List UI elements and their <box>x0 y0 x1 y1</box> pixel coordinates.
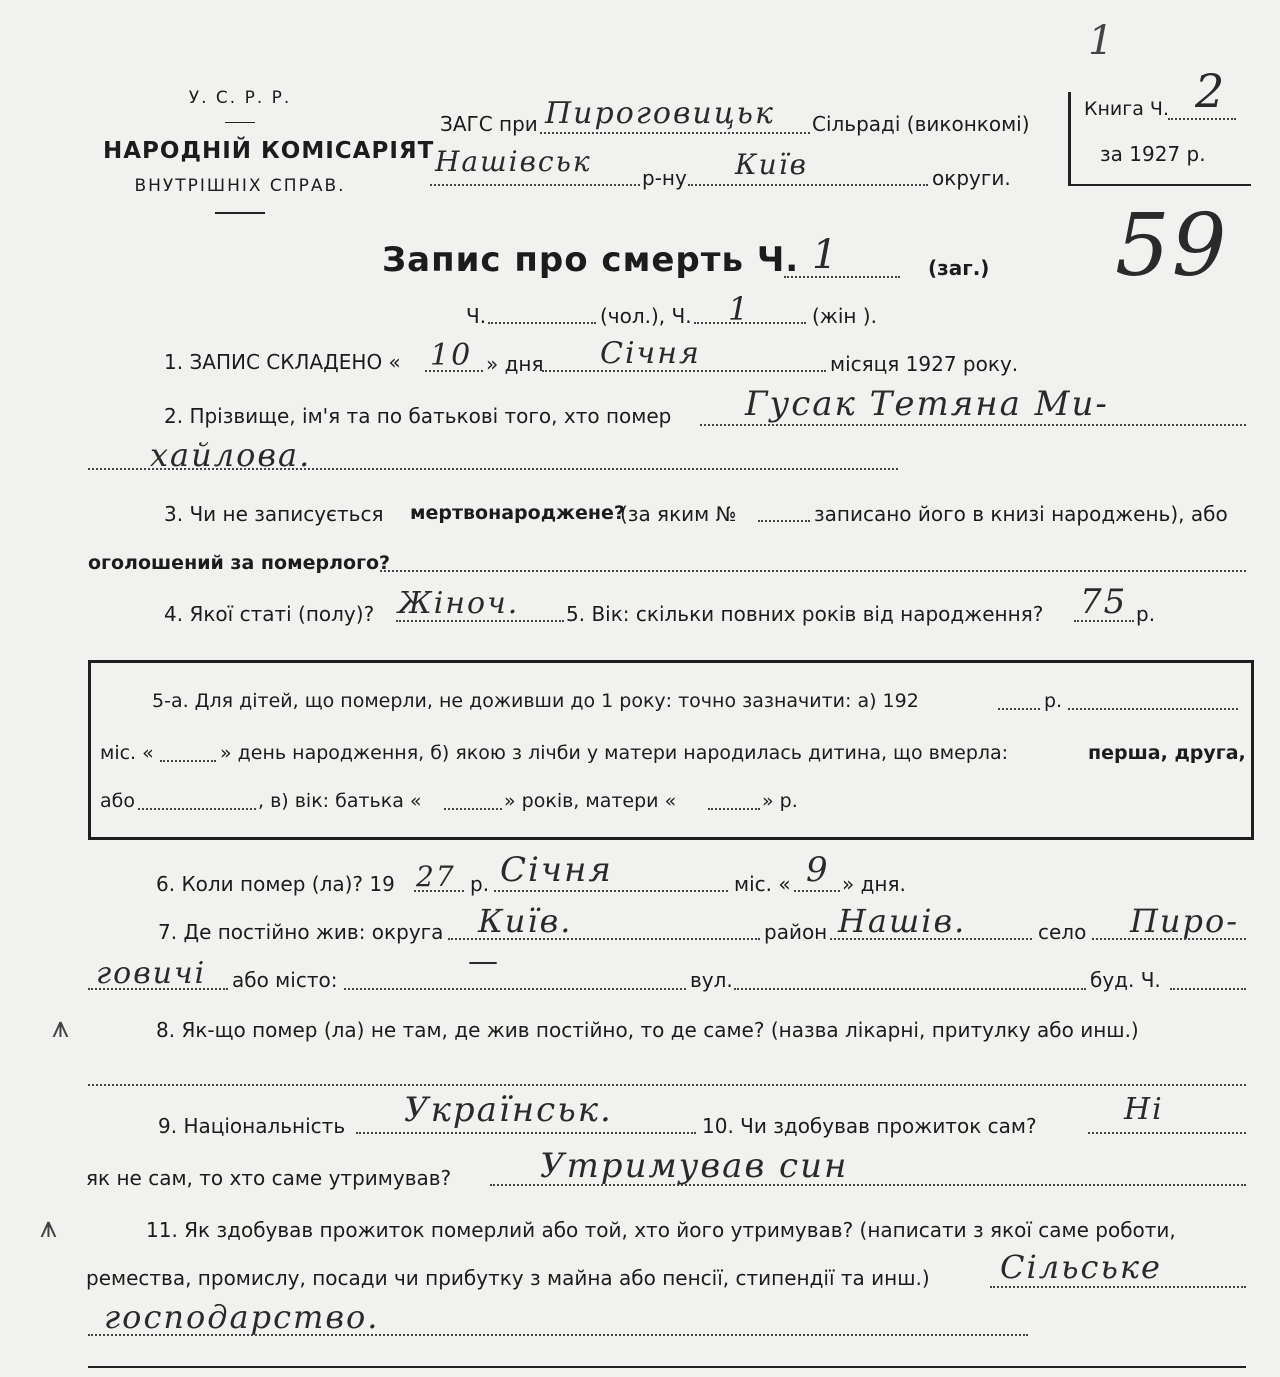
f2-line <box>700 424 1246 426</box>
f7-okruga-value: Київ. <box>478 902 573 940</box>
f7-selo-value-2: говичі <box>96 956 207 991</box>
f10-value-b: Утримував син <box>540 1146 849 1186</box>
f7-selo-line-2 <box>88 988 228 990</box>
f6-mis: міс. « <box>734 872 791 896</box>
corner-mark: 1 <box>1088 18 1116 64</box>
f1-month-line <box>542 370 826 372</box>
f3-label-a: 3. Чи не записується <box>164 502 384 526</box>
f10-label-b: як не сам, то хто саме утримував? <box>86 1166 452 1190</box>
chol-label: (чол.), Ч. <box>600 304 692 328</box>
f5a-line1: 5-а. Для дітей, що померли, не доживши до 1 року: точно зазначити: а) 192 <box>152 690 919 712</box>
f7-vul: вул. <box>690 968 733 992</box>
f4-line <box>396 620 564 622</box>
f8-label: 8. Як-що помер (ла) не там, де жив постійно, то де саме? (назва лікарні, притулку або инш.) <box>156 1018 1139 1042</box>
f1-mid: » дня <box>486 352 544 376</box>
f7-selo-line <box>1092 938 1246 940</box>
margin-mark-icon-2: ⩚ <box>40 1210 57 1245</box>
f5a-line2-b: » день народження, б) якою з лічби у матери народилась дитина, що вмерла: <box>220 742 1009 764</box>
f5a-line1-tail <box>1068 708 1238 710</box>
f5-age-line <box>1074 620 1134 622</box>
f9-line <box>356 1132 696 1134</box>
header-divider-2 <box>215 212 265 214</box>
zags-okruga-value: Київ <box>735 148 808 181</box>
zags-prefix: ЗАГС при <box>440 112 538 136</box>
f6-day-value: 9 <box>806 850 830 890</box>
f5-r: р. <box>1136 602 1156 626</box>
zags-district-line <box>430 184 640 186</box>
f7-bud-line <box>1170 988 1246 990</box>
zhin-line <box>694 322 806 324</box>
f5a-year-line <box>998 708 1040 710</box>
book-number: 2 <box>1195 64 1227 118</box>
record-title: Запис про смерть Ч. <box>382 240 800 280</box>
f8-line <box>88 1084 1246 1086</box>
f4-label: 4. Якої статі (полу)? <box>164 602 375 626</box>
f2-value-2: хайлова. <box>150 436 312 474</box>
f4-value: Жінoч. <box>398 586 520 621</box>
f3-line-2 <box>380 570 1246 572</box>
f6-month-value: Січня <box>500 850 613 890</box>
zhin-label: (жін ). <box>812 304 877 328</box>
zags-okruga-label: округи. <box>932 166 1011 190</box>
f11-line-2 <box>88 1334 1028 1336</box>
ussr-label: У. С. Р. Р. <box>188 88 292 108</box>
f1-day-value: 10 <box>430 338 473 373</box>
record-number-line <box>784 276 900 278</box>
department-label: ВНУТРІШНІХ СПРАВ. <box>134 176 346 196</box>
f5a-mother-line <box>708 808 760 810</box>
f5a-line2-bold: перша, друга, <box>1088 742 1246 764</box>
f7-vul-line <box>734 988 1086 990</box>
f7-bud: буд. Ч. <box>1090 968 1161 992</box>
zhin-value: 1 <box>728 290 751 328</box>
f5a-line1-end: р. <box>1044 690 1063 712</box>
record-zag: (заг.) <box>928 256 990 280</box>
f5a-month-line <box>160 760 216 762</box>
f5a-line2-a: міс. « <box>100 742 154 764</box>
f5a-father-line <box>444 808 502 810</box>
f6-day-line <box>794 890 840 892</box>
commissariat-title: НАРОДНІЙ КОМІСАРІЯТ <box>103 138 435 164</box>
f7-rayon-line <box>830 938 1032 940</box>
f2-line-2 <box>88 468 898 470</box>
f1-month-value: Січня <box>600 336 701 371</box>
f7-label: 7. Де постійно жив: округа <box>158 920 444 944</box>
f5-age-value: 75 <box>1080 582 1128 622</box>
f7-selo-value: Пиро- <box>1130 902 1240 940</box>
f5a-order-line <box>138 808 256 810</box>
f11-value: Сільське <box>1000 1248 1162 1286</box>
f5a-line3-a: або <box>100 790 135 812</box>
f7-misto-value: — <box>468 944 500 979</box>
bottom-rule <box>88 1366 1246 1368</box>
f6-end: » дня. <box>842 872 906 896</box>
f1-label: 1. ЗАПИС СКЛАДЕНО « <box>164 350 401 374</box>
record-number: 1 <box>812 232 840 278</box>
f10-line <box>1088 1132 1246 1134</box>
f3-bold-b: оголошений за померлого? <box>88 552 391 574</box>
f1-end: місяця 1927 року. <box>830 352 1019 376</box>
f3-label-c: записано його в книзі народжень), або <box>814 502 1228 526</box>
f9-value: Українськ. <box>404 1090 613 1130</box>
f5a-line3-d: » р. <box>762 790 798 812</box>
record-big-number: 59 <box>1115 196 1229 296</box>
f7-selo: село <box>1038 920 1087 944</box>
f5-label: 5. Вік: скільки повних років від народження? <box>566 602 1044 626</box>
f1-day-line <box>425 370 483 372</box>
zags-village-value: Пироговицьк <box>545 96 775 131</box>
f6-year-value: 27 <box>416 860 456 893</box>
book-number-line <box>1168 118 1236 120</box>
f10-line-b <box>490 1184 1246 1186</box>
f2-value: Гусак Тетяна Ми- <box>745 384 1109 424</box>
zags-village-line <box>540 132 810 134</box>
chol-line <box>488 322 596 324</box>
zags-district-label: р-ну <box>642 166 687 190</box>
zags-suffix: Сільраді (виконкомі) <box>812 112 1030 136</box>
header-divider <box>225 122 255 123</box>
zags-district-value: Нашівськ <box>435 145 592 178</box>
f6-r: р. <box>470 872 490 896</box>
f5a-line3-b: , в) вік: батька « <box>258 790 422 812</box>
f10-label: 10. Чи здобував прожиток сам? <box>702 1114 1037 1138</box>
f7-misto-line <box>344 988 686 990</box>
f3-number-line <box>758 520 810 522</box>
book-year: за 1927 р. <box>1100 142 1206 166</box>
f11-line <box>990 1286 1246 1288</box>
f11-value-2: господарство. <box>104 1298 380 1336</box>
f2-label: 2. Прізвище, ім'я та по батькові того, хто помер <box>164 404 672 428</box>
f7-rayon: район <box>764 920 828 944</box>
f9-label: 9. Національність <box>158 1114 346 1138</box>
f10-value: Ні <box>1124 1092 1164 1127</box>
f7-okruga-line <box>448 938 760 940</box>
f7-misto: або місто: <box>232 968 338 992</box>
f3-label-b: (за яким № <box>620 502 737 526</box>
f3-bold-a: мертвонароджене? <box>410 502 625 524</box>
f6-year-line <box>414 890 464 892</box>
f7-rayon-value: Нашів. <box>838 902 967 940</box>
zags-okruga-line <box>688 184 928 186</box>
f6-label: 6. Коли помер (ла)? 19 <box>156 872 395 896</box>
margin-mark-icon: ⩚ <box>52 1010 69 1045</box>
f11-label-2: ремества, промислу, посади чи прибутку з майна або пенсії, стипендії та инш.) <box>86 1266 930 1290</box>
book-label: Книга Ч. <box>1084 98 1169 120</box>
f6-month-line <box>494 890 728 892</box>
f11-label: 11. Як здобував прожиток померлий або той, хто його утримував? (написати з якої саме роботи, <box>146 1218 1176 1242</box>
chol-prefix: Ч. <box>466 304 487 328</box>
f5a-line3-c: » років, матери « <box>504 790 677 812</box>
